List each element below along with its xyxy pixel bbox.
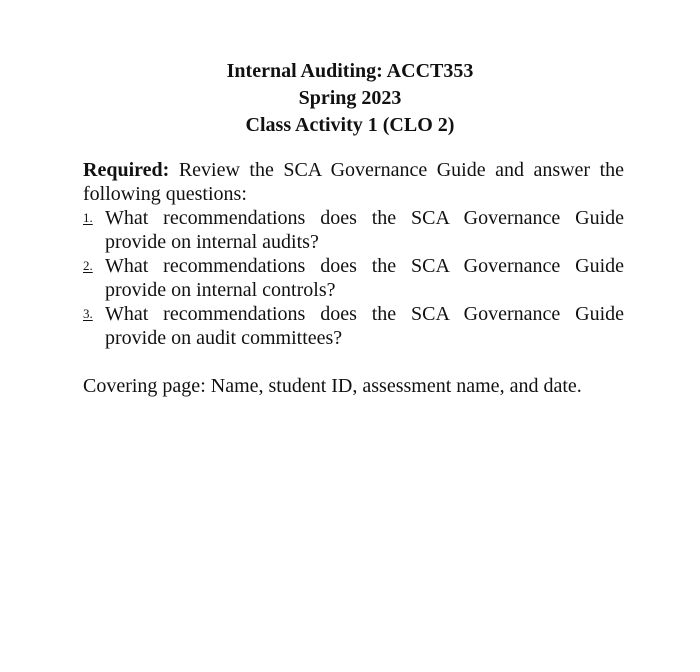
question-text: What recommendations does the SCA Governance Guide provide on audit committees?	[105, 303, 624, 349]
document-body	[83, 158, 624, 398]
question-item	[83, 206, 624, 254]
question-number: 1.	[83, 210, 93, 225]
required-label: Required:	[83, 159, 170, 181]
covering-page-note: Covering page: Name, student ID, assessment name, and date.	[83, 375, 582, 397]
activity-title: Class Activity 1 (CLO 2)	[245, 114, 455, 136]
course-title: Internal Auditing: ACCT353	[226, 60, 474, 82]
question-item	[83, 254, 624, 302]
question-number: 2.	[83, 258, 93, 273]
question-item	[83, 302, 624, 350]
term-label: Spring 2023	[298, 87, 402, 109]
question-text: What recommendations does the SCA Governance Guide provide on internal audits?	[105, 207, 624, 253]
question-number: 3.	[83, 306, 93, 321]
instructions-paragraph	[83, 158, 624, 206]
instructions-text: Review the SCA Governance Guide and answer the following questions:	[83, 159, 624, 205]
question-list	[83, 206, 624, 350]
document-header	[0, 58, 700, 139]
question-text: What recommendations does the SCA Governance Guide provide on internal controls?	[105, 255, 624, 301]
